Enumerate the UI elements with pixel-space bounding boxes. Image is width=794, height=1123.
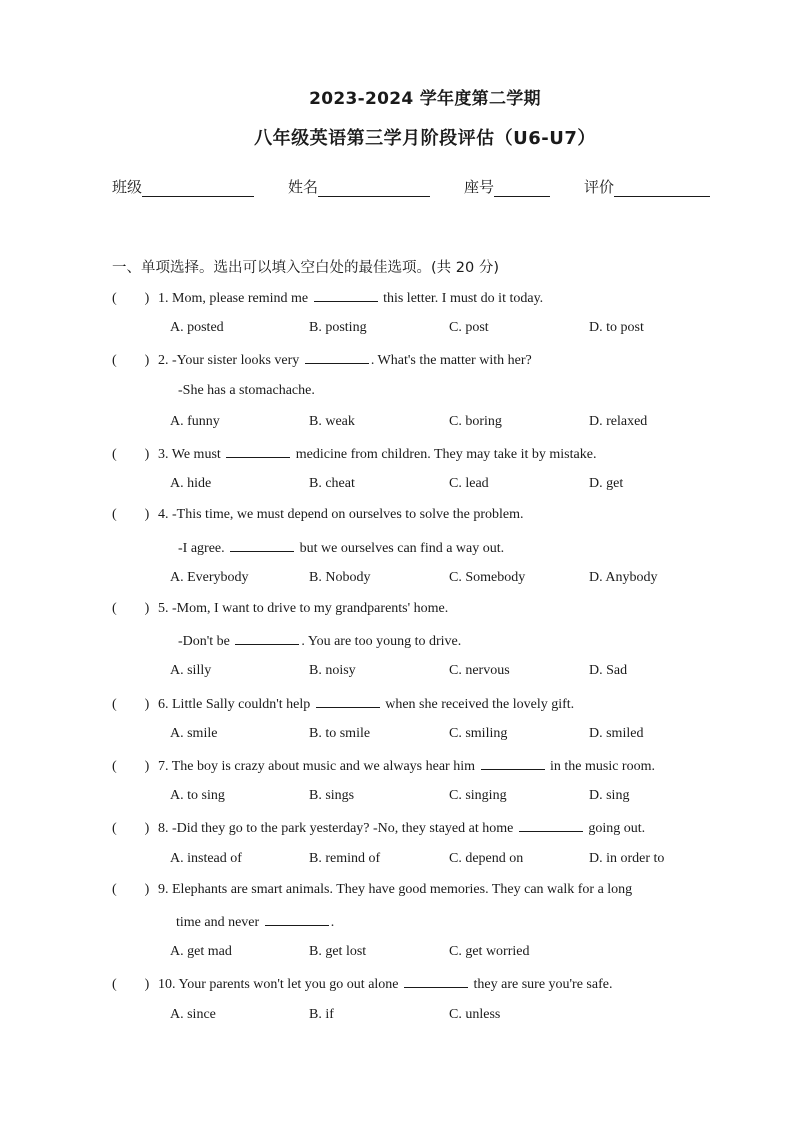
option-c: C. boring: [449, 414, 502, 429]
question-text: Mom, please remind me: [172, 291, 309, 306]
answer-paren[interactable]: ( ): [112, 759, 150, 774]
option-b: B. if: [309, 1007, 334, 1022]
answer-paren[interactable]: ( ): [112, 447, 150, 462]
question-text: when she received the lovely gift.: [385, 697, 575, 712]
answer-paren[interactable]: ( ): [112, 882, 150, 897]
option-c: C. depend on: [449, 851, 524, 866]
question-text: Little Sally couldn't help: [172, 697, 311, 712]
seat-field[interactable]: [464, 176, 550, 197]
option-c: C. unless: [449, 1007, 501, 1022]
answer-paren[interactable]: ( ): [112, 601, 150, 616]
question-number: 2.: [158, 353, 169, 368]
answer-paren[interactable]: ( ): [112, 821, 150, 836]
option-d: D. relaxed: [589, 414, 648, 429]
evaluation-label: 评价: [584, 178, 615, 196]
question-3: [112, 443, 596, 465]
question-text: -Did they go to the park yesterday? -No, they stayed at home: [172, 821, 514, 836]
option-c: C. smiling: [449, 726, 508, 741]
question-8: [112, 817, 645, 839]
option-d: D. Anybody: [589, 570, 658, 585]
question-text-line2: -She has a stomachache.: [178, 383, 315, 398]
option-d: D. smiled: [589, 726, 644, 741]
option-a: A. funny: [170, 414, 220, 429]
option-b: B. Nobody: [309, 570, 371, 585]
answer-blank: [265, 911, 329, 926]
option-a: A. Everybody: [170, 570, 249, 585]
exam-title: 八年级英语第三学月阶段评估（U6-U7）: [254, 128, 596, 149]
option-a: A. hide: [170, 476, 212, 491]
question-text: -Mom, I want to drive to my grandparents' home.: [172, 601, 449, 616]
option-a: A. since: [170, 1007, 216, 1022]
question-4: [112, 505, 524, 525]
question-text: Your parents won't let you go out alone: [178, 977, 399, 992]
name-label: 姓名: [288, 178, 319, 196]
question-text: -This time, we must depend on ourselves to solve the problem.: [172, 507, 524, 522]
question-text-line2: [176, 911, 334, 933]
question-number: 4.: [158, 507, 169, 522]
answer-blank: [316, 693, 380, 708]
answer-paren[interactable]: ( ): [112, 291, 150, 306]
answer-blank: [230, 537, 294, 552]
option-b: B. to smile: [309, 726, 371, 741]
seat-label: 座号: [464, 178, 495, 196]
option-a: A. get mad: [170, 944, 232, 959]
question-2: [112, 349, 532, 371]
option-c: C. lead: [449, 476, 489, 491]
question-text: in the music room.: [550, 759, 655, 774]
question-text: but we ourselves can find a way out.: [299, 541, 505, 556]
question-9: [112, 880, 632, 900]
evaluation-input-line[interactable]: [614, 178, 710, 197]
question-text-line2: [178, 630, 461, 652]
class-label: 班级: [112, 178, 143, 196]
answer-paren[interactable]: ( ): [112, 977, 150, 992]
question-text: We must: [171, 447, 221, 462]
option-c: C. nervous: [449, 663, 510, 678]
answer-paren[interactable]: ( ): [112, 353, 150, 368]
question-5: [112, 599, 448, 619]
option-c: C. post: [449, 320, 489, 335]
question-text: -I agree.: [178, 541, 225, 556]
seat-input-line[interactable]: [494, 178, 550, 197]
question-number: 3.: [158, 447, 169, 462]
option-c: C. get worried: [449, 944, 530, 959]
question-text-line2: [178, 537, 504, 559]
question-number: 8.: [158, 821, 169, 836]
answer-blank: [481, 755, 545, 770]
option-b: B. get lost: [309, 944, 367, 959]
answer-blank: [314, 287, 378, 302]
option-d: D. Sad: [589, 663, 628, 678]
answer-blank: [519, 817, 583, 832]
option-b: B. posting: [309, 320, 367, 335]
class-input-line[interactable]: [142, 178, 254, 197]
question-text: -Don't be: [178, 634, 230, 649]
question-text: they are sure you're safe.: [473, 977, 613, 992]
option-b: B. noisy: [309, 663, 356, 678]
student-info-row: [112, 176, 732, 200]
question-text: . You are too young to drive.: [301, 634, 462, 649]
option-b: B. weak: [309, 414, 355, 429]
question-text: medicine from children. They may take it by mistake.: [295, 447, 597, 462]
option-a: A. instead of: [170, 851, 242, 866]
question-text: . What's the matter with her?: [370, 353, 532, 368]
option-d: D. to post: [589, 320, 644, 335]
question-6: [112, 693, 574, 715]
class-field[interactable]: [112, 176, 254, 197]
answer-blank: [226, 443, 290, 458]
answer-paren[interactable]: ( ): [112, 507, 150, 522]
question-text: .: [330, 915, 335, 930]
question-10: [112, 973, 612, 995]
question-text: this letter. I must do it today.: [383, 291, 544, 306]
option-a: A. silly: [170, 663, 212, 678]
evaluation-field[interactable]: [584, 176, 710, 197]
section-heading: 一、单项选择。选出可以填入空白处的最佳选项。(共 20 分): [112, 260, 499, 276]
question-number: 10.: [158, 977, 176, 992]
answer-blank: [235, 630, 299, 645]
question-number: 7.: [158, 759, 169, 774]
question-number: 5.: [158, 601, 169, 616]
name-input-line[interactable]: [318, 178, 430, 197]
answer-blank: [404, 973, 468, 988]
option-b: B. cheat: [309, 476, 355, 491]
question-number: 1.: [158, 291, 169, 306]
name-field[interactable]: [288, 176, 430, 197]
option-d: D. in order to: [589, 851, 665, 866]
option-d: D. get: [589, 476, 624, 491]
option-c: C. Somebody: [449, 570, 526, 585]
option-b: B. remind of: [309, 851, 381, 866]
question-1: [112, 287, 543, 309]
question-number: 9.: [158, 882, 169, 897]
option-a: A. smile: [170, 726, 218, 741]
option-a: A. to sing: [170, 788, 225, 803]
answer-blank: [305, 349, 369, 364]
answer-paren[interactable]: ( ): [112, 697, 150, 712]
question-text: Elephants are smart animals. They have good memories. They can walk for a long: [172, 882, 633, 897]
exam-term-title: 2023-2024 学年度第二学期: [309, 89, 541, 109]
option-c: C. singing: [449, 788, 507, 803]
question-text: The boy is crazy about music and we always hear him: [171, 759, 475, 774]
option-b: B. sings: [309, 788, 355, 803]
question-number: 6.: [158, 697, 169, 712]
question-7: [112, 755, 655, 777]
question-text: going out.: [588, 821, 646, 836]
question-text: -Your sister looks very: [172, 353, 300, 368]
question-text: time and never: [176, 915, 260, 930]
option-d: D. sing: [589, 788, 630, 803]
option-a: A. posted: [170, 320, 224, 335]
